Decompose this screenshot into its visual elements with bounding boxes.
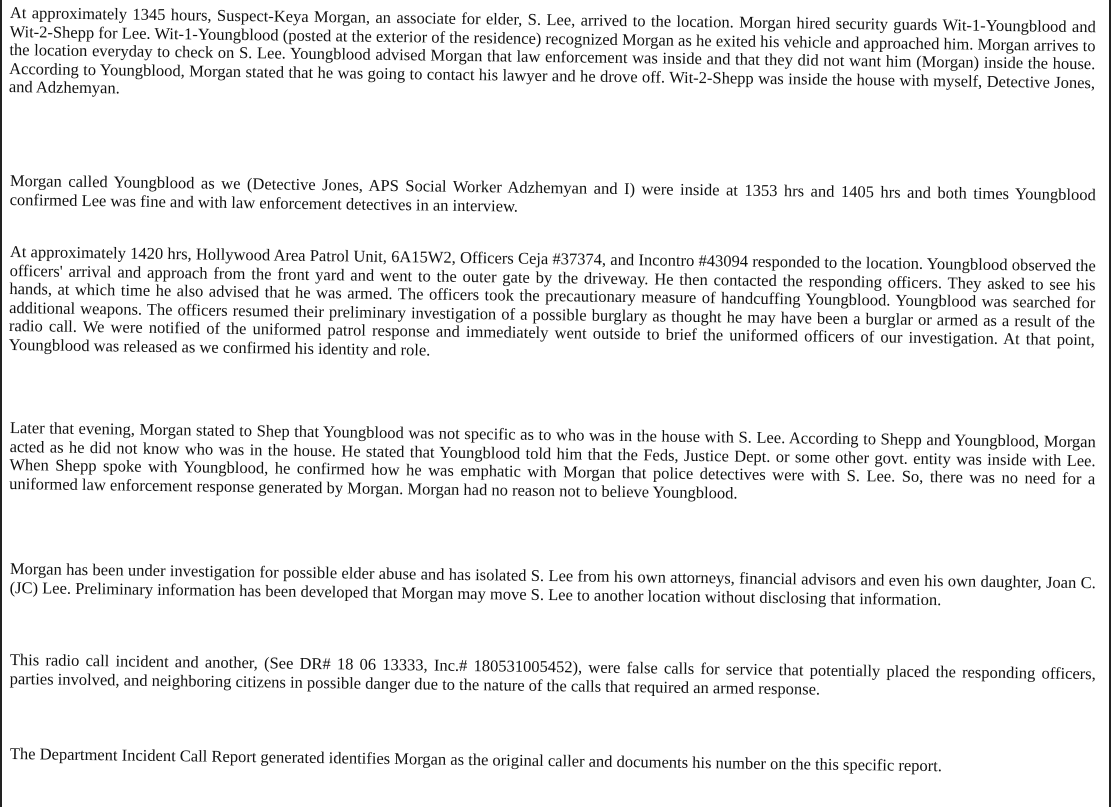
paragraph-investigation-status: Morgan has been under investigation for possible elder abuse and has isolated S. Lee from his own attorneys, financial advisors and even his own daughter, Joan C. (JC) Lee. Preliminary information has been developed that Morgan may move S. Lee to another location without disclosing that information.: [9, 559, 1096, 609]
paragraph-morgan-arrival: At approximately 1345 hours, Suspect-Keya Morgan, an associate for elder, S. Lee, arrived to the location. Morgan hired security guards Wit-1-Youngblood and Wit-2-Shepp for Lee. Wit-1-Youngblood (posted at the exterior of the residence) recognized Morgan as he exited his vehicle and approached him. Morgan arrives to the location everyday to check on S. Lee. Youngblood advised Morgan that law enforcement was inside and that they did not want him (Morgan) inside the house. According to Youngblood, Morgan stated that he was going to contact his lawyer and he drove off. Wit-2-Shepp was inside the house with myself, Detective Jones, and Adzhemyan.: [8, 3, 1096, 98]
paragraph-call-report: The Department Incident Call Report generated identifies Morgan as the original caller and documents his number on the this specific report.: [9, 744, 943, 776]
paragraph-morgan-calls: Morgan called Youngblood as we (Detective Jones, APS Social Worker Adzhemyan and I) were inside at 1353 hrs and 1405 hrs and both times Youngblood confirmed Lee was fine and with law enforcement detectives in an interview.: [9, 171, 1096, 216]
paragraph-patrol-response: At approximately 1420 hrs, Hollywood Area Patrol Unit, 6A15W2, Officers Ceja #37374, and Incontro #43094 responded to the location. Youngblood observed the officers' arrival and approach from the front yard and went to the outer gate by the driveway. He then contacted the responding officers. They asked to see his hands, at which time he also advised that he was armed. The officers took the precautionary measure of handcuffing Youngblood. Youngblood was searched for additional weapons. The officers resumed their preliminary investigation of a possible burglary as thought he may have been a burglar or armed as a result of the radio call. We were notified of the uniformed patrol response and immediately went outside to brief the uniformed officers of our investigation. At that point, Youngblood was released as we confirmed his identity and role.: [8, 242, 1096, 360]
paragraph-later-that-evening: Later that evening, Morgan stated to Shep that Youngblood was not specific as to who was in the house with S. Lee. According to Shepp and Youngblood, Morgan acted as he did not know who was in the house. He stated that Youngblood told him that the Feds, Justice Dept. or some other govt. entity was inside with Lee. When Shepp spoke with Youngblood, he confirmed how he was emphatic with Morgan that police detectives were with S. Lee. So, there was no need for a uniformed law enforcement response generated by Morgan. Morgan had no reason not to believe Youngblood.: [9, 418, 1096, 503]
paragraph-false-calls: This radio call incident and another, (See DR# 18 06 13333, Inc.# 180531005452), were false calls for service that potentially placed the responding officers, parties involved, and neighboring citizens in possible danger due to the nature of the calls that required an armed response.: [9, 650, 1096, 699]
document-body: [2, 0, 1111, 807]
